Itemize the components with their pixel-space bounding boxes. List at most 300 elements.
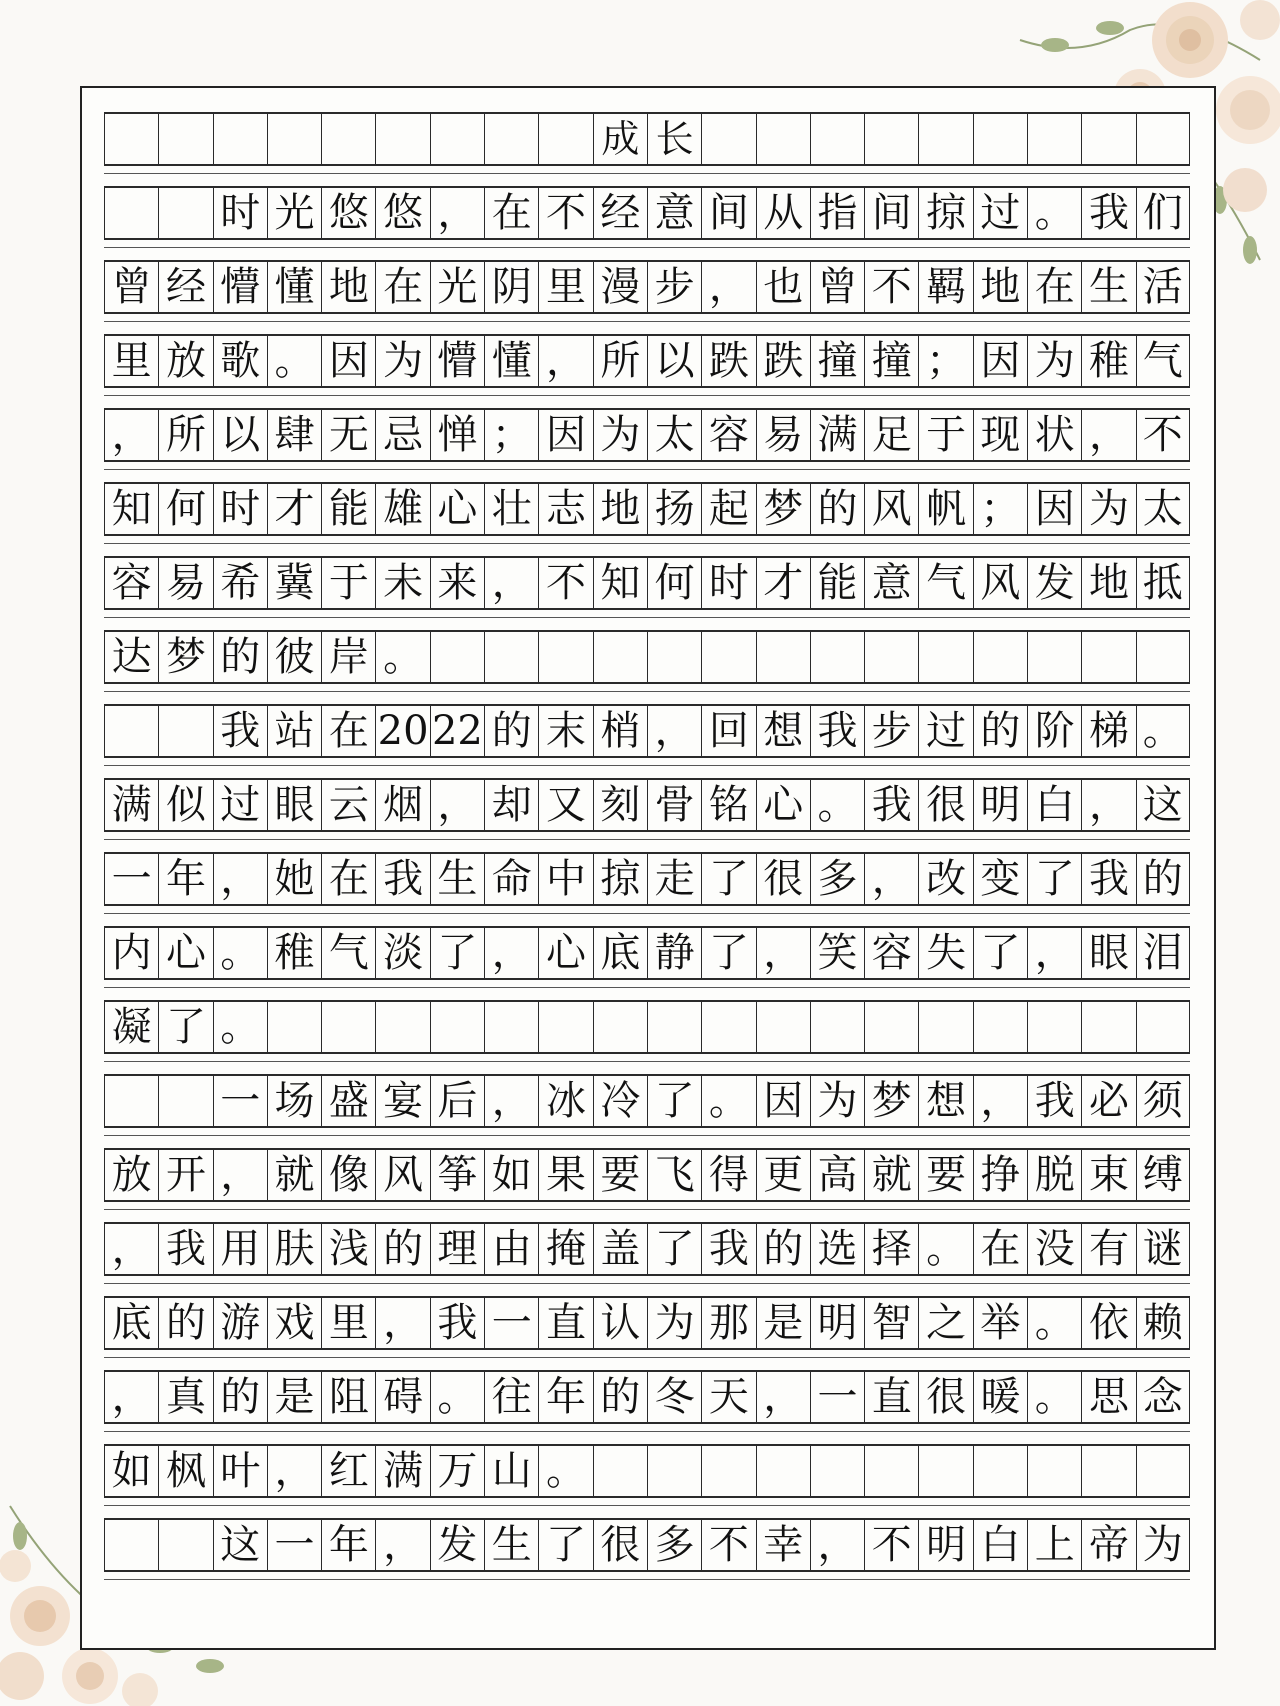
grid-cell-char: 的 xyxy=(375,1224,429,1274)
grid-cell-char: ， xyxy=(1027,928,1081,978)
grid-cell-char: 直 xyxy=(538,1298,592,1348)
grid-row xyxy=(104,704,1190,758)
grid-cell-char: ， xyxy=(864,854,918,904)
grid-cell-empty xyxy=(158,706,212,756)
grid-cell-char: 回 xyxy=(701,706,755,756)
grid-cell-char: 我 xyxy=(701,1224,755,1274)
grid-cell-char: 失 xyxy=(918,928,972,978)
grid-cell-char: 满 xyxy=(104,780,158,830)
grid-cell-empty xyxy=(1027,632,1081,682)
grid-cell-char: ， xyxy=(810,1520,864,1570)
grid-cell-char: ， xyxy=(484,1076,538,1126)
grid-cell-char: 光 xyxy=(430,262,484,312)
grid-cell-char: ， xyxy=(213,854,267,904)
grid-cell-empty xyxy=(158,1076,212,1126)
grid-cell-empty xyxy=(430,114,484,164)
writing-grid xyxy=(104,112,1190,1592)
grid-cell-char: 能 xyxy=(321,484,375,534)
grid-cell-char: 念 xyxy=(1136,1372,1190,1422)
grid-cell-empty xyxy=(104,114,158,164)
grid-cell-char: 了 xyxy=(647,1224,701,1274)
grid-cell-empty xyxy=(538,1002,592,1052)
grid-cell-char: 在 xyxy=(375,262,429,312)
grid-cell-char: 就 xyxy=(864,1150,918,1200)
grid-cell-char: 一 xyxy=(267,1520,321,1570)
grid-cell-char: 。 xyxy=(213,928,267,978)
grid-cell-char: 之 xyxy=(918,1298,972,1348)
grid-cell-char: 里 xyxy=(104,336,158,386)
grid-cell-empty xyxy=(593,632,647,682)
grid-cell-char: 挣 xyxy=(973,1150,1027,1200)
grid-cell-char: 悠 xyxy=(321,188,375,238)
grid-cell-char: 志 xyxy=(538,484,592,534)
grid-cell-char: 白 xyxy=(973,1520,1027,1570)
grid-cell-char: 她 xyxy=(267,854,321,904)
grid-cell-char: 山 xyxy=(484,1446,538,1496)
grid-cell-char: 因 xyxy=(538,410,592,460)
grid-cell-char: 不 xyxy=(1136,410,1190,460)
grid-cell-char: 。 xyxy=(1027,1372,1081,1422)
grid-cell-char: 岸 xyxy=(321,632,375,682)
grid-cell-empty xyxy=(647,1446,701,1496)
grid-cell-empty xyxy=(647,632,701,682)
grid-cell-char: 。 xyxy=(267,336,321,386)
grid-cell-char: 过 xyxy=(213,780,267,830)
grid-cell-char: ， xyxy=(267,1446,321,1496)
grid-cell-char: 间 xyxy=(701,188,755,238)
grid-cell-char: 易 xyxy=(158,558,212,608)
grid-cell-empty xyxy=(973,632,1027,682)
grid-cell-char: ， xyxy=(375,1520,429,1570)
grid-cell-char: 掩 xyxy=(538,1224,592,1274)
grid-cell-char: 筝 xyxy=(430,1150,484,1200)
grid-cell-char: 后 xyxy=(430,1076,484,1126)
grid-cell-char: 没 xyxy=(1027,1224,1081,1274)
grid-cell-char: 间 xyxy=(864,188,918,238)
grid-cell-char: 抵 xyxy=(1136,558,1190,608)
grid-cell-char: 我 xyxy=(1081,854,1135,904)
grid-cell-char: 站 xyxy=(267,706,321,756)
grid-cell-char: 懵 xyxy=(213,262,267,312)
grid-cell-char: 放 xyxy=(104,1150,158,1200)
grid-cell-char: 了 xyxy=(701,854,755,904)
grid-cell-char: 壮 xyxy=(484,484,538,534)
grid-cell-char: 凝 xyxy=(104,1002,158,1052)
grid-cell-empty xyxy=(918,632,972,682)
grid-cell-char: 飞 xyxy=(647,1150,701,1200)
grid-cell-char: 稚 xyxy=(1081,336,1135,386)
grid-cell-char: 为 xyxy=(1136,1520,1190,1570)
grid-cell-empty xyxy=(593,1002,647,1052)
grid-row xyxy=(104,1074,1190,1128)
grid-cell-char: 达 xyxy=(104,632,158,682)
grid-cell-char: 梯 xyxy=(1081,706,1135,756)
grid-cell-char: 光 xyxy=(267,188,321,238)
grid-cell-char: 很 xyxy=(756,854,810,904)
grid-cell-char: 能 xyxy=(810,558,864,608)
grid-cell-char: 为 xyxy=(647,1298,701,1348)
grid-cell-char: 梦 xyxy=(864,1076,918,1126)
grid-cell-char: 时 xyxy=(213,188,267,238)
grid-cell-char: 所 xyxy=(593,336,647,386)
grid-cell-empty xyxy=(864,632,918,682)
grid-cell-char: 跌 xyxy=(701,336,755,386)
grid-cell-char: 冀 xyxy=(267,558,321,608)
grid-cell-char: 的 xyxy=(593,1372,647,1422)
grid-cell-char: 明 xyxy=(810,1298,864,1348)
grid-cell-char: 气 xyxy=(918,558,972,608)
grid-cell-char: 时 xyxy=(701,558,755,608)
grid-cell-char: 。 xyxy=(1136,706,1190,756)
grid-cell-char: 戏 xyxy=(267,1298,321,1348)
grid-cell-char: 地 xyxy=(973,262,1027,312)
grid-cell-char: 年 xyxy=(158,854,212,904)
grid-cell-char: 何 xyxy=(158,484,212,534)
grid-cell-char: 中 xyxy=(538,854,592,904)
grid-cell-empty xyxy=(213,114,267,164)
grid-cell-char: 为 xyxy=(810,1076,864,1126)
grid-cell-char: 阴 xyxy=(484,262,538,312)
grid-cell-char: 改 xyxy=(918,854,972,904)
grid-cell-char: 上 xyxy=(1027,1520,1081,1570)
grid-cell-char: 这 xyxy=(213,1520,267,1570)
grid-cell-char: 不 xyxy=(538,188,592,238)
grid-cell-char: 却 xyxy=(484,780,538,830)
grid-cell-char: 我 xyxy=(430,1298,484,1348)
grid-cell-char: 。 xyxy=(213,1002,267,1052)
grid-cell-char: 因 xyxy=(1027,484,1081,534)
grid-cell-empty xyxy=(1136,1446,1190,1496)
grid-cell-char: 惮 xyxy=(430,410,484,460)
grid-row xyxy=(104,1222,1190,1276)
grid-cell-char: 如 xyxy=(104,1446,158,1496)
grid-cell-char: 以 xyxy=(213,410,267,460)
grid-cell-char: 束 xyxy=(1081,1150,1135,1200)
grid-cell-char: ， xyxy=(484,928,538,978)
grid-cell-char: 撞 xyxy=(864,336,918,386)
grid-cell-char: 用 xyxy=(213,1224,267,1274)
grid-cell-char: 更 xyxy=(756,1150,810,1200)
grid-cell-char: 掠 xyxy=(918,188,972,238)
grid-cell-char: 因 xyxy=(973,336,1027,386)
grid-cell-empty xyxy=(430,632,484,682)
grid-cell-char: 现 xyxy=(973,410,1027,460)
grid-cell-char: 要 xyxy=(918,1150,972,1200)
grid-cell-char: 果 xyxy=(538,1150,592,1200)
grid-cell-char: 满 xyxy=(810,410,864,460)
grid-cell-empty xyxy=(701,632,755,682)
grid-row xyxy=(104,1370,1190,1424)
grid-cell-char: 于 xyxy=(321,558,375,608)
grid-cell-char: 一 xyxy=(213,1076,267,1126)
grid-cell-char: 稚 xyxy=(267,928,321,978)
grid-cell-char: 掠 xyxy=(593,854,647,904)
grid-cell-char: 地 xyxy=(321,262,375,312)
grid-cell-char: 笑 xyxy=(810,928,864,978)
grid-cell-char: 我 xyxy=(375,854,429,904)
grid-cell-char: 。 xyxy=(918,1224,972,1274)
grid-cell-char: 的 xyxy=(484,706,538,756)
grid-cell-char: 像 xyxy=(321,1150,375,1200)
grid-cell-char: 内 xyxy=(104,928,158,978)
grid-cell-empty xyxy=(701,1446,755,1496)
grid-cell-char: 来 xyxy=(430,558,484,608)
grid-cell-char: 肆 xyxy=(267,410,321,460)
grid-cell-char: 依 xyxy=(1081,1298,1135,1348)
grid-cell-char: 游 xyxy=(213,1298,267,1348)
grid-cell-char: ， xyxy=(538,336,592,386)
grid-cell-char: 以 xyxy=(647,336,701,386)
grid-row xyxy=(104,778,1190,832)
grid-cell-empty xyxy=(864,1002,918,1052)
grid-cell-char: 的 xyxy=(973,706,1027,756)
grid-cell-empty xyxy=(810,114,864,164)
grid-cell-char: 我 xyxy=(864,780,918,830)
grid-cell-empty xyxy=(104,1520,158,1570)
grid-cell-char: 风 xyxy=(375,1150,429,1200)
grid-cell-char: ， xyxy=(104,410,158,460)
grid-cell-char: 帆 xyxy=(918,484,972,534)
grid-cell-char: 羁 xyxy=(918,262,972,312)
grid-cell-char: 懂 xyxy=(267,262,321,312)
grid-cell-char: 放 xyxy=(158,336,212,386)
grid-cell-char: 高 xyxy=(810,1150,864,1200)
grid-cell-char: 白 xyxy=(1027,780,1081,830)
grid-cell-char: 在 xyxy=(973,1224,1027,1274)
grid-cell-char: 过 xyxy=(918,706,972,756)
grid-cell-char: 铭 xyxy=(701,780,755,830)
grid-cell-char: 冷 xyxy=(593,1076,647,1126)
grid-cell-char: 开 xyxy=(158,1150,212,1200)
grid-cell-empty xyxy=(973,1446,1027,1496)
grid-cell-empty xyxy=(973,1002,1027,1052)
grid-cell-char: 了 xyxy=(158,1002,212,1052)
grid-cell-char: ， xyxy=(756,1372,810,1422)
grid-cell-char: 风 xyxy=(973,558,1027,608)
grid-row xyxy=(104,852,1190,906)
grid-cell-empty xyxy=(810,1446,864,1496)
grid-cell-char: 地 xyxy=(593,484,647,534)
grid-cell-char: 宴 xyxy=(375,1076,429,1126)
grid-cell-char: 气 xyxy=(1136,336,1190,386)
grid-cell-char: 底 xyxy=(104,1298,158,1348)
grid-cell-empty xyxy=(1027,1446,1081,1496)
grid-cell-empty xyxy=(756,1002,810,1052)
grid-cell-char: 末 xyxy=(538,706,592,756)
grid-row xyxy=(104,1296,1190,1350)
grid-cell-char: 这 xyxy=(1136,780,1190,830)
grid-cell-char: ， xyxy=(756,928,810,978)
grid-cell-char: 冰 xyxy=(538,1076,592,1126)
grid-cell-char: 如 xyxy=(484,1150,538,1200)
grid-cell-char: 20 xyxy=(375,706,429,756)
grid-cell-char: 变 xyxy=(973,854,1027,904)
grid-cell-char: 漫 xyxy=(593,262,647,312)
grid-cell-char: 万 xyxy=(430,1446,484,1496)
grid-cell-empty xyxy=(756,632,810,682)
grid-cell-char: 我 xyxy=(1027,1076,1081,1126)
grid-cell-char: ， xyxy=(213,1150,267,1200)
grid-cell-char: 经 xyxy=(158,262,212,312)
grid-cell-char: ， xyxy=(375,1298,429,1348)
grid-cell-char: 年 xyxy=(321,1520,375,1570)
grid-row xyxy=(104,926,1190,980)
grid-cell-char: 无 xyxy=(321,410,375,460)
grid-cell-empty xyxy=(864,1446,918,1496)
grid-cell-empty xyxy=(538,632,592,682)
grid-cell-char: 是 xyxy=(267,1372,321,1422)
grid-cell-char: 步 xyxy=(864,706,918,756)
grid-cell-char: 雄 xyxy=(375,484,429,534)
grid-cell-empty xyxy=(267,1002,321,1052)
grid-cell-empty xyxy=(810,1002,864,1052)
grid-cell-char: 懂 xyxy=(484,336,538,386)
grid-cell-char: 太 xyxy=(647,410,701,460)
grid-cell-char: 一 xyxy=(104,854,158,904)
grid-cell-char: 眼 xyxy=(1081,928,1135,978)
grid-cell-char: 有 xyxy=(1081,1224,1135,1274)
grid-cell-empty xyxy=(1136,632,1190,682)
grid-cell-char: 择 xyxy=(864,1224,918,1274)
grid-cell-empty xyxy=(1081,632,1135,682)
grid-cell-empty xyxy=(104,188,158,238)
grid-row xyxy=(104,1444,1190,1498)
grid-cell-char: 容 xyxy=(701,410,755,460)
grid-cell-char: 风 xyxy=(864,484,918,534)
grid-cell-char: 曾 xyxy=(810,262,864,312)
grid-cell-char: 足 xyxy=(864,410,918,460)
grid-cell-empty xyxy=(918,1446,972,1496)
grid-cell-char: 由 xyxy=(484,1224,538,1274)
grid-cell-char: 选 xyxy=(810,1224,864,1274)
grid-cell-char: 们 xyxy=(1136,188,1190,238)
grid-cell-char: 生 xyxy=(1081,262,1135,312)
grid-cell-char: 年 xyxy=(538,1372,592,1422)
grid-cell-char: 幸 xyxy=(756,1520,810,1570)
grid-cell-char: 。 xyxy=(430,1372,484,1422)
grid-cell-char: 云 xyxy=(321,780,375,830)
grid-cell-char: 思 xyxy=(1081,1372,1135,1422)
grid-cell-char: 一 xyxy=(484,1298,538,1348)
grid-cell-char: ， xyxy=(104,1224,158,1274)
grid-cell-empty xyxy=(104,706,158,756)
grid-cell-char: 意 xyxy=(864,558,918,608)
grid-cell-char: 。 xyxy=(538,1446,592,1496)
grid-cell-char: 枫 xyxy=(158,1446,212,1496)
grid-cell-char: 红 xyxy=(321,1446,375,1496)
grid-cell-char: 气 xyxy=(321,928,375,978)
grid-cell-char: 撞 xyxy=(810,336,864,386)
grid-cell-char: 烟 xyxy=(375,780,429,830)
grid-cell-char: 就 xyxy=(267,1150,321,1200)
grid-cell-char: 忌 xyxy=(375,410,429,460)
grid-cell-char: 心 xyxy=(756,780,810,830)
grid-cell-empty xyxy=(918,1002,972,1052)
grid-cell-char: 暖 xyxy=(973,1372,1027,1422)
grid-cell-char: 缚 xyxy=(1136,1150,1190,1200)
grid-cell-char: 。 xyxy=(1027,188,1081,238)
grid-cell-empty xyxy=(158,188,212,238)
grid-cell-char: 扬 xyxy=(647,484,701,534)
grid-cell-char: 底 xyxy=(593,928,647,978)
grid-cell-char: 心 xyxy=(430,484,484,534)
grid-cell-char: 心 xyxy=(538,928,592,978)
grid-cell-char: 步 xyxy=(647,262,701,312)
grid-cell-char: 浅 xyxy=(321,1224,375,1274)
grid-cell-char: ； xyxy=(918,336,972,386)
grid-row xyxy=(104,334,1190,388)
grid-cell-char: 了 xyxy=(973,928,1027,978)
grid-cell-char: 的 xyxy=(213,1372,267,1422)
grid-cell-char: 梦 xyxy=(756,484,810,534)
grid-cell-char: 刻 xyxy=(593,780,647,830)
composition-paper xyxy=(80,86,1216,1650)
grid-cell-char: 走 xyxy=(647,854,701,904)
grid-cell-char: 肤 xyxy=(267,1224,321,1274)
grid-cell-char: 才 xyxy=(756,558,810,608)
grid-cell-char: ， xyxy=(104,1372,158,1422)
grid-cell-char: 因 xyxy=(756,1076,810,1126)
grid-row xyxy=(104,408,1190,462)
grid-cell-char: ； xyxy=(973,484,1027,534)
grid-row xyxy=(104,556,1190,610)
grid-cell-char: 歌 xyxy=(213,336,267,386)
grid-cell-char: 真 xyxy=(158,1372,212,1422)
grid-cell-char: 懵 xyxy=(430,336,484,386)
grid-cell-char: 心 xyxy=(158,928,212,978)
grid-cell-char: 时 xyxy=(213,484,267,534)
grid-cell-char: 冬 xyxy=(647,1372,701,1422)
grid-cell-empty xyxy=(810,632,864,682)
grid-cell-char: 易 xyxy=(756,410,810,460)
grid-cell-char: 梢 xyxy=(593,706,647,756)
grid-cell-char: 了 xyxy=(538,1520,592,1570)
grid-cell-char: 阻 xyxy=(321,1372,375,1422)
grid-cell-char: 了 xyxy=(647,1076,701,1126)
grid-row xyxy=(104,1518,1190,1572)
grid-cell-char: 。 xyxy=(810,780,864,830)
grid-cell-char: 须 xyxy=(1136,1076,1190,1126)
grid-cell-char: 的 xyxy=(213,632,267,682)
grid-cell-char: 所 xyxy=(158,410,212,460)
grid-cell-char: 于 xyxy=(918,410,972,460)
grid-cell-char: 在 xyxy=(1027,262,1081,312)
grid-cell-char: 为 xyxy=(1027,336,1081,386)
grid-cell-empty xyxy=(701,114,755,164)
grid-cell-char: ， xyxy=(1081,410,1135,460)
grid-cell-char: 状 xyxy=(1027,410,1081,460)
grid-cell-char: 不 xyxy=(864,1520,918,1570)
grid-cell-empty xyxy=(647,1002,701,1052)
grid-cell-char: ， xyxy=(484,558,538,608)
grid-cell-empty xyxy=(1136,114,1190,164)
grid-cell-char: 的 xyxy=(756,1224,810,1274)
grid-cell-char: 似 xyxy=(158,780,212,830)
grid-cell-empty xyxy=(375,1002,429,1052)
grid-cell-char: 不 xyxy=(538,558,592,608)
grid-cell-char: 生 xyxy=(484,1520,538,1570)
grid-cell-char: 彼 xyxy=(267,632,321,682)
grid-cell-char: 我 xyxy=(1081,188,1135,238)
grid-row xyxy=(104,630,1190,684)
grid-cell-char: 的 xyxy=(1136,854,1190,904)
grid-cell-char: 我 xyxy=(810,706,864,756)
grid-cell-char: 知 xyxy=(104,484,158,534)
grid-row xyxy=(104,482,1190,536)
grid-cell-char: 里 xyxy=(321,1298,375,1348)
grid-cell-char: 了 xyxy=(430,928,484,978)
grid-cell-char: 很 xyxy=(918,1372,972,1422)
